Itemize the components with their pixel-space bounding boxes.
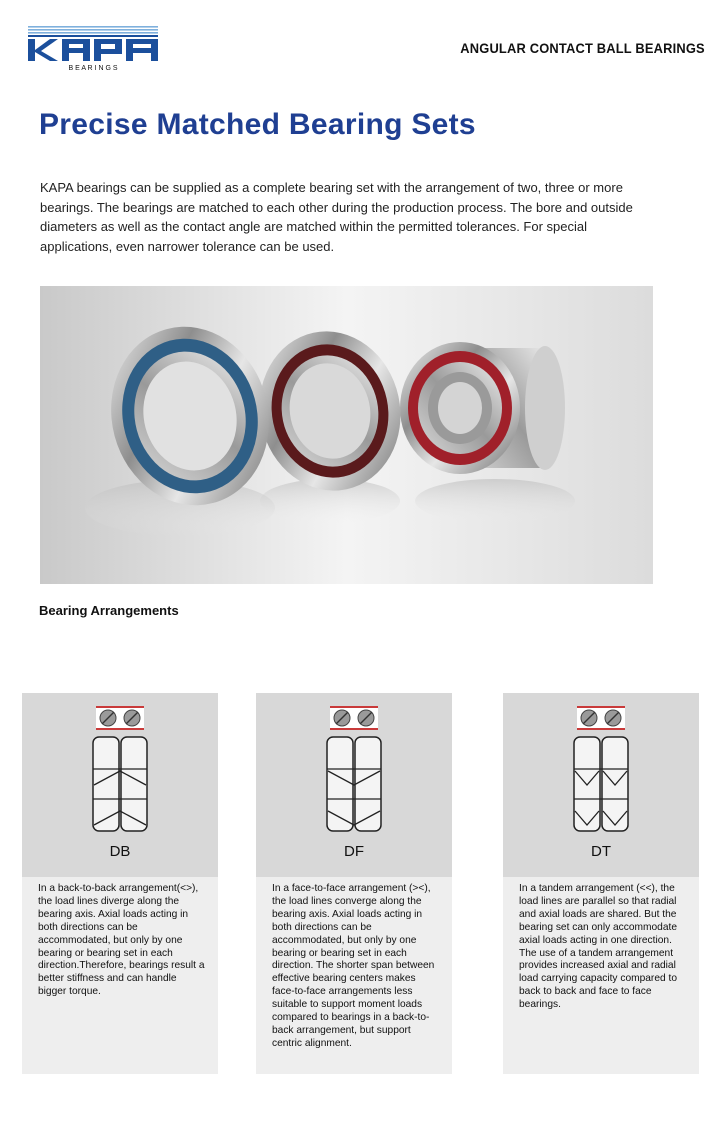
- arrangement-description: [272, 883, 440, 1051]
- arrangement-code: DF: [344, 843, 364, 860]
- intro-paragraph: [40, 178, 640, 256]
- arrangement-card-dt: [503, 693, 699, 1074]
- description-text: In a back-to-back arrangement(<>), the load lines diverge along the bearing axis. Axial loads acting in both directions can be accommodated, but only by one bearing or bearing set in each direction.Therefore, bearings result a better stiffness and can handle bigger torque.: [38, 883, 205, 998]
- intro-text: KAPA bearings can be supplied as a complete bearing set with the arrangement of two, three or more bearings. The bearings are matched to each other during the production process. The bore and outside diameters as well as the contact angle are matched within the permitted tolerances. For special applications, even narrower tolerance can be used.: [40, 180, 633, 254]
- arrangement-description: [38, 883, 206, 999]
- arrangement-code: DB: [109, 843, 131, 860]
- logo-subtext: B E A R I N G S: [68, 65, 118, 72]
- description-text: In a tandem arrangement (<<), the load lines are parallel so that radial and axial loads are shared. But the bearing set can only accommodate axial loads acting in one direction. The use of a tandem arrangement provides increased axial and radial load carrying capacity compared to back to back and face to face bearings.: [519, 883, 677, 1011]
- kapa-logo: [26, 24, 160, 72]
- description-text: In a face-to-face arrangement (><), the load lines converge along the bearing axis. Axial loads acting in both directions can be accommodated, but only by one bearing or bearing set in each direction. The shorter span between effective bearing centers makes face-to-face arrangements less suitable to support moment loads compared to bearings in a back-to-back arrangement, but support centric alignment.: [272, 883, 435, 1049]
- arrangement-card-db: [22, 693, 218, 1074]
- matched-bearing-sets-photo: [40, 286, 653, 584]
- header-title: ANGULAR CONTACT BALL BEARINGS: [460, 40, 705, 56]
- arrangement-description: [519, 883, 687, 1012]
- arrangement-code: DT: [591, 843, 611, 860]
- page-title: Precise Matched Bearing Sets: [39, 108, 476, 141]
- arrangement-card-df: [256, 693, 452, 1074]
- section-heading: Bearing Arrangements: [39, 603, 179, 618]
